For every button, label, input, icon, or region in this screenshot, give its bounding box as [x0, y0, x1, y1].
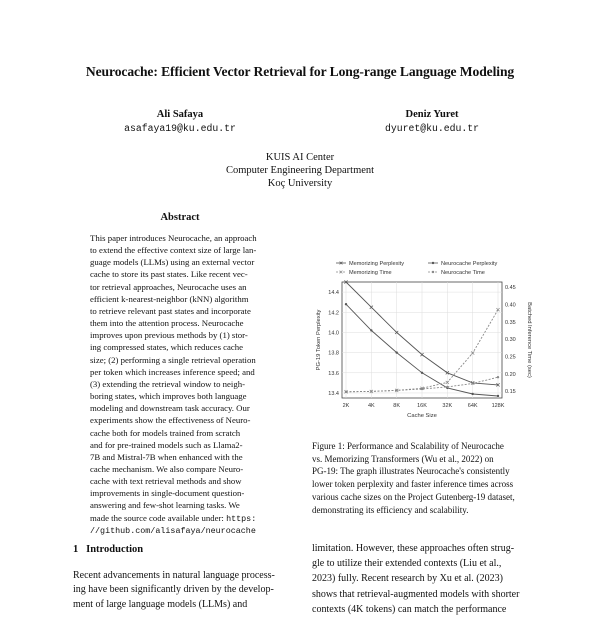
- abstract-line: 7B and Mistral-7B when enhanced with the: [90, 451, 243, 462]
- data-point: [421, 372, 423, 374]
- abstract-line: experiments show the effectiveness of Neuro-: [90, 415, 251, 426]
- affiliation-line: Computer Engineering Department: [225, 165, 375, 176]
- intro-body: [73, 569, 297, 612]
- abstract-line: cache with text retrieval methods and show: [90, 476, 242, 487]
- abstract-body: [90, 232, 278, 537]
- y-tick-label-left: 14.2: [328, 310, 339, 317]
- y-tick-label-right: 0.45: [505, 285, 516, 292]
- author-name: Ali Safaya: [156, 109, 204, 120]
- y-tick-label-left: 14.0: [328, 330, 339, 337]
- abstract-line: (3) extending the retrieval window to neigh-: [90, 378, 246, 389]
- section-heading-introduction: [73, 544, 143, 555]
- abstract-line: to retrieve relevant past states and incorporate: [90, 305, 251, 316]
- author-name: Deniz Yuret: [405, 109, 459, 120]
- data-point: [395, 389, 397, 391]
- body-line: limitation. However, these approaches often strug-: [312, 543, 515, 554]
- legend-label: Memorizing Perplexity: [349, 261, 405, 267]
- x-tick-label: 4K: [367, 403, 375, 409]
- figure-1-caption: [312, 440, 532, 516]
- source-url[interactable]: //github.com/alisafaya/neurocache: [90, 525, 256, 536]
- affiliation-line: KUIS AI Center: [265, 152, 335, 163]
- caption-line: vs. Memorizing Transformers (Wu et al., 2022) on: [312, 453, 494, 464]
- author-email: asafaya19@ku.edu.tr: [124, 123, 236, 134]
- y-tick-label-right: 0.35: [505, 319, 516, 326]
- chart-root: [316, 261, 532, 419]
- source-url-prefix[interactable]: https:: [226, 513, 257, 524]
- abstract-line: cache both for models trained from scratch: [90, 427, 241, 438]
- data-point: [421, 388, 423, 390]
- legend-marker: [432, 262, 434, 264]
- x-tick-label: 8K: [393, 403, 401, 409]
- abstract-line: answering and few-shot learning tasks. We: [90, 500, 240, 511]
- author-email: dyuret@ku.edu.tr: [384, 123, 480, 134]
- data-point: [345, 391, 347, 393]
- data-point: [370, 329, 372, 331]
- caption-line: various cache sizes on the Project Gutenberg-19 dataset,: [312, 491, 515, 502]
- right-column-body: [312, 541, 534, 617]
- abstract-line: improvements in single-document question-: [90, 488, 245, 499]
- intro-line: ment of large language models (LLMs) and: [73, 598, 248, 610]
- abstract-line: boring states, which improves both language: [90, 391, 247, 402]
- abstract-line: per token which increases inference speed; and: [90, 366, 255, 377]
- abstract-line: cache to store its past states. Like recent vec-: [90, 269, 248, 280]
- data-point: [497, 376, 499, 378]
- caption-line: lower token perplexity and faster inference times across: [312, 479, 514, 490]
- y-tick-label-left: 13.6: [328, 370, 339, 377]
- paper-title: Neurocache: Efficient Vector Retrieval for Long-range Language Modeling: [85, 64, 515, 79]
- abstract-line: ing compressed states, which reduces cache: [90, 342, 244, 353]
- data-point: [345, 303, 347, 305]
- abstract-line: tor retrieval approaches, Neurocache uses an: [90, 281, 247, 292]
- y-tick-label-right: 0.20: [505, 371, 516, 378]
- body-line: shows that retrieval-augmented models with shorter: [312, 588, 520, 600]
- y-tick-label-left: 13.4: [328, 390, 339, 397]
- y-tick-label-left: 13.8: [328, 350, 339, 357]
- y-tick-label-right: 0.15: [505, 389, 516, 396]
- data-point: [370, 390, 372, 392]
- data-point: [446, 386, 448, 388]
- affiliation-line: Koç University: [267, 178, 333, 189]
- x-axis-label: Cache Size: [407, 413, 437, 419]
- abstract-line: This paper introduces Neurocache, an approach: [90, 233, 257, 243]
- abstract-line: guage models (LLMs) using an external vector: [90, 257, 255, 268]
- legend-label: Neurocache Perplexity: [441, 261, 498, 267]
- section-title: Introduction: [86, 544, 144, 555]
- y-axis-label-left: PG-19 Token Perplexity: [316, 309, 322, 371]
- abstract-line: and for pre-trained models such as Llama2-: [90, 439, 243, 450]
- caption-line: demonstrating its efficiency and scalability.: [312, 504, 469, 515]
- abstract-line: efficient k-nearest-neighbor (kNN) algorithm: [90, 293, 249, 304]
- legend-label: Memorizing Time: [349, 270, 392, 276]
- figure-1-chart: [306, 256, 550, 434]
- abstract-line: [90, 512, 278, 525]
- x-tick-label: 64K: [467, 403, 478, 409]
- author-block-1: [120, 109, 240, 134]
- abstract-line: to extend the effective context size of large lan-: [90, 245, 257, 256]
- abstract-line: improves upon previous methods by (1) stor-: [90, 330, 248, 341]
- body-line: 2023) fully. Recent research by Xu et al. (2023): [312, 573, 503, 585]
- data-point: [395, 351, 397, 353]
- x-tick-label: 128K: [491, 403, 505, 409]
- x-tick-label: 16K: [417, 403, 427, 409]
- author-block-2: [372, 109, 492, 134]
- data-point: [471, 393, 473, 395]
- y-tick-label-right: 0.25: [505, 354, 516, 361]
- y-tick-label-left: 14.4: [328, 290, 339, 297]
- y-tick-label-right: 0.40: [505, 302, 516, 309]
- abstract-heading: Abstract: [160, 212, 200, 223]
- intro-line: ing have been significantly driven by the develop-: [73, 584, 274, 596]
- y-tick-label-right: 0.30: [505, 337, 516, 344]
- body-line: gle to utilize their extended contexts (Liu et al.,: [312, 558, 502, 570]
- abstract-line: size; (2) performing a single retrieval operation: [90, 354, 256, 365]
- data-point: [497, 395, 499, 397]
- abstract-line: them into the attention process. Neurocache: [90, 318, 244, 329]
- caption-line: Figure 1: Performance and Scalability of Neurocache: [312, 441, 504, 451]
- data-point: [471, 382, 473, 384]
- x-tick-label: 32K: [442, 403, 453, 409]
- affiliation: [0, 151, 600, 190]
- abstract-line-text: made the source code available under:: [90, 512, 224, 523]
- y-axis-label-right: Batched Inference Time (sec): [526, 302, 532, 378]
- legend-label: Neurocache Time: [441, 270, 485, 276]
- abstract-line: cache mechanism. We also compare Neuro-: [90, 463, 244, 474]
- intro-line: Recent advancements in natural language process-: [73, 570, 275, 581]
- x-tick-label: 2K: [342, 403, 350, 409]
- body-line: contexts (4K tokens) can match the performance: [312, 603, 507, 615]
- section-number: 1: [73, 544, 79, 555]
- legend-marker: [432, 271, 434, 273]
- abstract-line: modeling and downstream task accuracy. Our: [90, 403, 250, 414]
- caption-line: PG-19: The graph illustrates Neurocache's consistently: [312, 466, 510, 477]
